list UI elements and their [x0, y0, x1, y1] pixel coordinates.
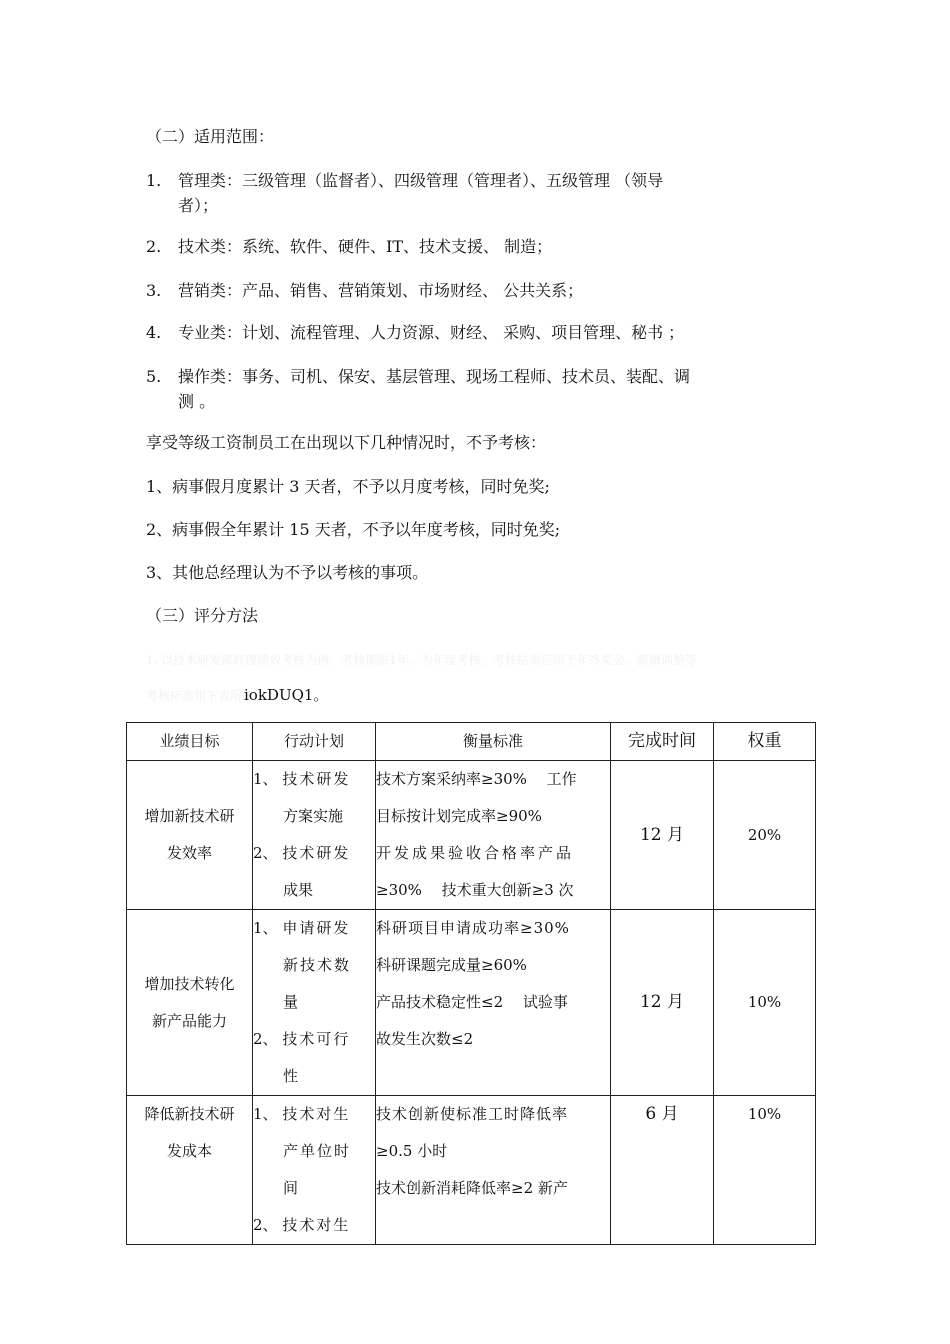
- plan-item: [253, 1096, 375, 1133]
- plan-cell: [253, 910, 376, 1096]
- plan-item-text-cont: 方案实施: [283, 807, 344, 825]
- section2-heading: （二）适用范围：: [146, 127, 275, 146]
- list-item-number: 3.: [146, 281, 162, 300]
- measure-line: 产品技术稳定性≤2 试验事: [376, 993, 568, 1011]
- plan-item-number: 1、: [253, 919, 278, 937]
- list-item-text: 技术类：系统、软件、硬件、IT、技术支援、 制造；: [178, 237, 553, 256]
- list-item-text-cont: 测 。: [178, 392, 216, 411]
- plan-item: [253, 910, 375, 947]
- table-row: [127, 910, 816, 1096]
- plan-item-number: 2、: [253, 1030, 278, 1048]
- plan-item-text: 技术研发: [282, 770, 351, 788]
- table-row: [127, 761, 816, 910]
- table-header-row: [127, 723, 816, 761]
- weight-cell: 20%: [714, 761, 816, 910]
- goal-cell: [127, 761, 253, 910]
- measure-cell: [376, 761, 611, 910]
- section3-heading: （三）评分方法: [146, 606, 259, 625]
- time-cell: 6 月: [611, 1096, 714, 1245]
- measure-line: 技术方案采纳率≥30% 工作: [376, 770, 577, 788]
- time-cell: 12 月: [611, 910, 714, 1096]
- measure-cell: [376, 910, 611, 1096]
- measure-cell: [376, 1096, 611, 1245]
- measure-line: 技术创新使标准工时降低率: [376, 1105, 569, 1123]
- plan-item-text-cont: 新技术数: [283, 956, 352, 974]
- weight-cell: 10%: [714, 1096, 816, 1245]
- goal-line: 新产品能力: [151, 1011, 227, 1030]
- plan-item-text-cont: 成果: [283, 881, 314, 899]
- time-cell: 12 月: [611, 761, 714, 910]
- measure-line: 目标按计划完成率≥90%: [376, 807, 542, 825]
- plan-item-number: 1、: [253, 770, 278, 788]
- list-item-text: 管理类：三级管理（监督者）、四级管理（管理者）、五级管理 （领导: [178, 171, 664, 190]
- measure-line: 科研项目申请成功率≥30%: [376, 919, 570, 937]
- goal-cell: [127, 1096, 253, 1245]
- plan-item-number: 2、: [253, 844, 278, 862]
- plan-item: [253, 835, 375, 872]
- plan-item-text: 技术对生: [282, 1216, 351, 1234]
- measure-line: 开发成果验收合格率产品: [376, 844, 575, 862]
- plan-item-number: 1、: [253, 1105, 278, 1123]
- exemption-item: 2、病事假全年累计 15 天者，不予以年度考核，同时免奖;: [146, 520, 561, 539]
- goal-line: 发成本: [166, 1142, 212, 1160]
- plan-item: [253, 1021, 375, 1058]
- plan-item-text-cont: 量: [283, 993, 299, 1011]
- exemption-intro: 享受等级工资制员工在出现以下几种情况时，不予考核：: [146, 433, 547, 452]
- header-goal: 业绩目标: [127, 723, 253, 761]
- list-item-text: 营销类：产品、销售、营销策划、市场财经、 公共关系；: [178, 281, 584, 300]
- plan-item-text: 技术可行: [282, 1030, 351, 1048]
- plan-item-text-cont: 间: [283, 1179, 299, 1197]
- weight-cell: 10%: [714, 910, 816, 1096]
- faint-text-line: 1. 以技术研发部经理绩效考核为例，考核期限1年，为年度考核，考核结果应用于年终奖金、薪酬调整等: [146, 653, 697, 667]
- measure-line: 故发生次数≤2: [376, 1030, 474, 1048]
- doc-code: iokDUQ1。: [244, 686, 329, 704]
- plan-cell: [253, 1096, 376, 1245]
- goal-line: 增加技术转化: [144, 974, 235, 993]
- list-item-text: 操作类：事务、司机、保安、基层管理、现场工程师、技术员、装配、调: [178, 367, 691, 386]
- exemption-item: 1、病事假月度累计 3 天者，不予以月度考核，同时免奖;: [146, 477, 550, 496]
- plan-item-text-cont: 产单位时: [283, 1142, 352, 1160]
- plan-item-number: 2、: [253, 1216, 278, 1234]
- measure-line: ≥0.5 小时: [376, 1142, 448, 1160]
- exemption-item: 3、其他总经理认为不予以考核的事项。: [146, 563, 429, 582]
- faint-text-line: 考核标准如下表所示。: [146, 689, 267, 703]
- measure-line: ≥30% 技术重大创新≥3 次: [376, 881, 574, 899]
- plan-item-text: 技术对生: [282, 1105, 351, 1123]
- list-item-number: 2.: [146, 237, 162, 256]
- header-plan: 行动计划: [253, 723, 376, 761]
- header-time: 完成时间: [611, 723, 714, 761]
- list-item-number: 1.: [146, 171, 162, 190]
- goal-line: 降低新技术研: [144, 1105, 235, 1123]
- table-row: [127, 1096, 816, 1245]
- plan-cell: [253, 761, 376, 910]
- plan-item-text: 申请研发: [282, 919, 351, 937]
- plan-item: [253, 761, 375, 798]
- plan-item: [253, 1207, 375, 1244]
- measure-line: 科研课题完成量≥60%: [376, 956, 527, 974]
- list-item-text: 专业类：计划、流程管理、人力资源、财经、 采购、项目管理、秘书 ；: [178, 323, 685, 342]
- header-measure: 衡量标准: [376, 723, 611, 761]
- performance-table: [126, 722, 816, 1245]
- list-item-number: 4.: [146, 323, 162, 342]
- header-weight: 权重: [714, 723, 816, 761]
- goal-line: 发效率: [166, 844, 212, 862]
- plan-item-text: 技术研发: [282, 844, 351, 862]
- goal-line: 增加新技术研: [144, 807, 235, 825]
- measure-line: 技术创新消耗降低率≥2 新产: [376, 1179, 568, 1197]
- list-item-text-cont: 者）；: [178, 196, 219, 215]
- goal-cell: [127, 910, 253, 1096]
- list-item-number: 5.: [146, 367, 162, 386]
- plan-item-text-cont: 性: [283, 1067, 299, 1085]
